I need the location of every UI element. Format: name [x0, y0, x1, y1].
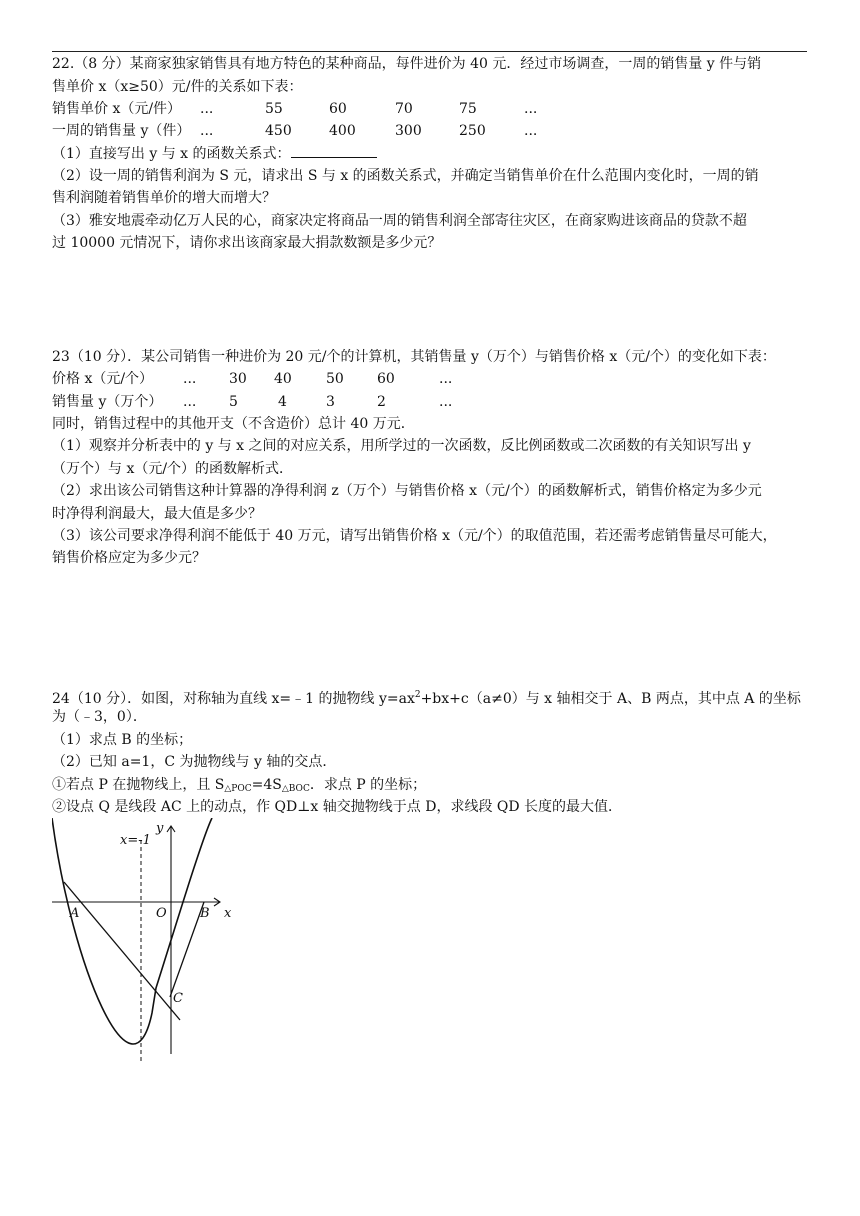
q24-sub1 [52, 775, 426, 799]
q23-line1: 23（10 分）．某公司销售一种进价为 20 元/个的计算机，其销售量 y（万个）与销售价格 x（元/个）的变化如下表： [52, 349, 776, 365]
label-axis-line: x=-1 [120, 833, 151, 848]
q22-table-row1-label: 销售单价 x（元/件） [52, 101, 182, 117]
q22-part3-line1: （3）雅安地震牵动亿万人民的心，商家决定将商品一周的销售利润全部寄往灾区，在商家购进该商品的贷款不超 [52, 213, 747, 229]
q24-sub1-a: ①若点 P 在抛物线上，且 S [52, 777, 225, 793]
q22-table-cell: 70 [395, 101, 413, 117]
q23-table-row1-label: 价格 x（元/个） [52, 371, 154, 387]
q23-line-after: 同时，销售过程中的其他开支（不含造价）总计 40 万元． [52, 416, 415, 432]
q22-line2: 售单价 x（x≥50）元/件的关系如下表： [52, 79, 303, 95]
q22-table-cell: 60 [329, 101, 347, 117]
q22-part3-line2: 过 10000 元情况下，请你求出该商家最大捐款数额是多少元？ [52, 235, 442, 251]
q23-table-cell: 3 [326, 394, 335, 410]
line-bc [170, 902, 204, 997]
q24-sub1-b: =4S [251, 777, 282, 793]
q22-table-cell: 250 [459, 123, 486, 139]
q23-table-cell: 50 [326, 371, 344, 387]
q23-table-cell: 4 [278, 394, 287, 410]
label-o: O [156, 906, 167, 921]
label-c: C [173, 991, 183, 1006]
q24-line2: 为（﹣3，0）． [52, 709, 147, 725]
q23-part2-line1: （2）求出该公司销售这种计算器的净得利润 z（万个）与销售价格 x（元/个）的函数解析式，销售价格定为多少元 [52, 483, 762, 499]
parabola-curve [52, 818, 212, 1044]
q23-part3-line1: （3）该公司要求净得利润不能低于 40 万元，请写出销售价格 x（元/个）的取值范围，若还需考虑销售量尽可能大， [52, 528, 777, 544]
q23-table-row2-label: 销售量 y（万个） [52, 394, 163, 410]
q23-table-cell: 30 [229, 371, 247, 387]
q22-table-cell: 75 [459, 101, 477, 117]
q23-part1-line1: （1）观察并分析表中的 y 与 x 之间的对应关系，用所学过的一次函数，反比例函数或二次函数的有关知识写出 y [52, 438, 751, 454]
label-x: x [224, 906, 232, 921]
q22-line1: 22.（8 分）某商家独家销售具有地方特色的某种商品，每件进价为 40 元．经过市场调查，一周的销售量 y 件与销 [52, 56, 762, 72]
q24-sub2: ②设点 Q 是线段 AC 上的动点，作 QD⊥x 轴交抛物线于点 D，求线段 QD 长度的最大值． [52, 799, 623, 815]
q22-table-cell: ... [200, 123, 214, 139]
q22-table-cell: 55 [265, 101, 283, 117]
q24-line1-part-b: +bx+c（a≠0）与 x 轴相交于 A、B 两点，其中点 A 的坐标 [420, 691, 801, 707]
q23-table-cell: ... [439, 371, 453, 387]
q23-part1-line2: （万个）与 x（元/个）的函数解析式． [52, 461, 294, 477]
q22-table-cell: ... [524, 123, 538, 139]
q22-part1 [52, 144, 377, 164]
q23-part2-line2: 时净得利润最大，最大值是多少？ [52, 506, 262, 522]
q22-table-cell: 400 [329, 123, 356, 139]
label-a: A [70, 906, 80, 921]
q23-table-cell: 60 [377, 371, 395, 387]
q23-table-cell: ... [439, 394, 453, 410]
q22-table-cell: 300 [395, 123, 422, 139]
q22-part1-text: （1）直接写出 y 与 x 的函数关系式： [52, 146, 291, 162]
q24-line1 [52, 685, 801, 709]
q22-part2-line1: （2）设一周的销售利润为 S 元，请求出 S 与 x 的函数关系式，并确定当销售单价在什么范围内变化时，一周的销 [52, 168, 759, 184]
exponent: 2 [414, 690, 421, 700]
q22-part2-line2: 售利润随着销售单价的增大而增大？ [52, 190, 276, 206]
q23-table-cell: 2 [377, 394, 386, 410]
subscript-boc: △BOC [281, 784, 310, 794]
q23-table-cell: 40 [274, 371, 292, 387]
q23-table-cell: ... [183, 394, 197, 410]
q24-part2: （2）已知 a=1，C 为抛物线与 y 轴的交点． [52, 754, 337, 770]
q23-part3-line2: 销售价格应定为多少元？ [52, 550, 206, 566]
label-y: y [156, 821, 164, 836]
q22-table-cell: 450 [265, 123, 292, 139]
q24-sub1-c: ．求点 P 的坐标； [309, 777, 427, 793]
subscript-poc: △POC [224, 784, 252, 794]
answer-blank[interactable] [291, 144, 377, 158]
q22-table-row2-label: 一周的销售量 y（件） [52, 123, 191, 139]
top-rule [52, 51, 807, 52]
q24-part1: （1）求点 B 的坐标； [52, 732, 193, 748]
q23-table-cell: 5 [229, 394, 238, 410]
parabola-figure [52, 818, 242, 1068]
q23-table-cell: ... [183, 371, 197, 387]
q22-table-cell: ... [524, 101, 538, 117]
label-b: B [200, 906, 210, 921]
q24-line1-part-a: 24（10 分）．如图，对称轴为直线 x=﹣1 的抛物线 y=ax [52, 691, 415, 707]
q22-table-cell: ... [200, 101, 214, 117]
